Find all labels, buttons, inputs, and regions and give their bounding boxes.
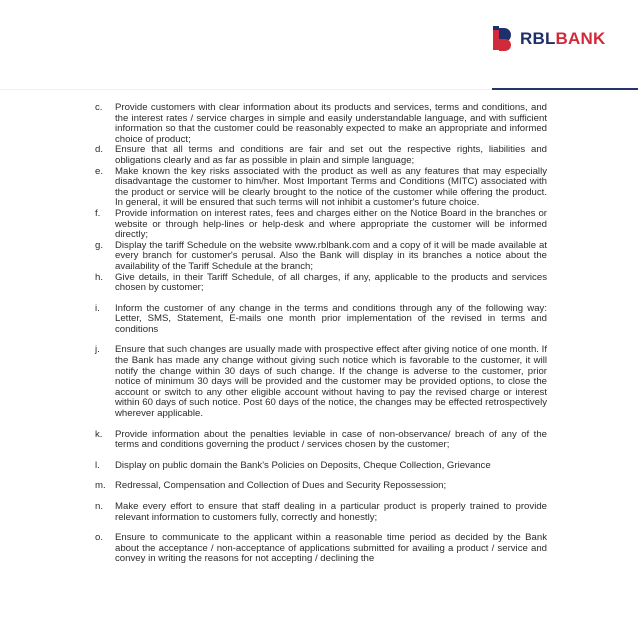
list-item: [95, 273, 547, 294]
list-item: [95, 481, 547, 492]
list-item: [95, 167, 547, 209]
item-letter: h.: [95, 271, 104, 283]
item-letter: f.: [95, 207, 101, 219]
list-item: [95, 430, 547, 451]
item-letter: j.: [95, 344, 100, 356]
item-letter: o.: [95, 532, 104, 544]
list-item: [95, 209, 547, 241]
brand-wordmark: [520, 30, 605, 47]
item-text: Redressal, Compensation and Collection of Dues and Security Repossession;: [115, 480, 447, 492]
list-item: [95, 304, 547, 336]
list-item: [95, 103, 547, 145]
item-text: Ensure that all terms and conditions are fair and set out the respective rights, liabilities and obligations clearly and as far as possible in plain and simple language;: [115, 144, 547, 166]
header-divider: [0, 89, 494, 90]
item-text: Make known the key risks associated with the product as well as any features that may especially disadvantage the customer to him/her. Most Important Terms and Conditions (MITC) associated with the product or service will be clearly brought to the notice of the customer while offering the product. In general, it will be ensured that such terms will not inhibit a customer's future choice.: [115, 165, 547, 209]
item-text: Display the tariff Schedule on the website www.rblbank.com and a copy of it will be made available at every branch for customer's perusal. Also the Bank will display in its branches a notice about the availability of the Tariff Schedule at the branch;: [115, 239, 547, 272]
brand-name-rbl: RBL: [520, 28, 556, 48]
item-text: Make every effort to ensure that staff dealing in a particular product is properly trained to provide relevant information to customers fully, correctly and honestly;: [115, 501, 547, 523]
item-text: Provide information on interest rates, fees and charges either on the Notice Board in the branches or website or through help-lines or help-desk and where appropriate the customer will be informed directly;: [115, 207, 547, 241]
header-accent-bar: [492, 88, 638, 90]
rbl-bank-logo: [492, 22, 605, 54]
page-header: [0, 0, 638, 92]
rbl-emblem-icon: [492, 24, 514, 52]
item-text: Display on public domain the Bank's Policies on Deposits, Cheque Collection, Grievance: [115, 459, 491, 471]
item-text: Ensure that such changes are usually made with prospective effect after giving notice of one month. If the Bank has made any change without giving such notice which is favorable to the customer, it will notify the change within 30 days of such change. If the change is adverse to the customer, prior notice of minimum 30 days will be provided and the customer may be provided options, to close the account or switch to any other eligible account without having to pay the revised charge or interest within 60 days of such notice. Post 60 days of the notice, the changes may be effected retrospectively wherever applicable.: [115, 344, 547, 420]
list-item: [95, 145, 547, 166]
obligations-list: [95, 103, 547, 565]
list-item: [95, 461, 547, 472]
item-letter: i.: [95, 302, 100, 314]
brand-name-bank: BANK: [555, 28, 606, 48]
item-letter: k.: [95, 428, 103, 440]
item-text: Provide customers with clear information about its products and services, terms and conditions, and the interest rates / service charges in simple and easily understandable language, and with sufficient information so that the customer could be reasonably expected to make an appropriate and informed choice of product;: [115, 102, 547, 145]
item-text: Inform the customer of any change in the terms and conditions through any of the following way: Letter, SMS, Statement, E-mails one month prior implementation of the revised in terms and conditions: [115, 302, 547, 335]
item-letter: l.: [95, 459, 100, 471]
item-letter: n.: [95, 501, 104, 512]
list-item: [95, 533, 547, 565]
item-letter: m.: [95, 480, 106, 492]
item-letter: g.: [95, 239, 104, 251]
item-letter: d.: [95, 144, 104, 156]
item-text: Give details, in their Tariff Schedule, of all charges, if any, applicable to the products and services chosen by customer;: [115, 271, 547, 294]
list-item: [95, 241, 547, 273]
item-text: Ensure to communicate to the applicant within a reasonable time period as decided by the Bank about the acceptance / non-acceptance of applications submitted for availing a product / service and convey in writing the reasons for not accepting / declining the: [115, 532, 547, 565]
list-item: [95, 502, 547, 523]
item-text: Provide information about the penalties leviable in case of non-observance/ breach of any of the terms and conditions governing the product / services chosen by the customer;: [115, 428, 547, 451]
item-letter: e.: [95, 165, 104, 177]
list-item: [95, 345, 547, 419]
item-letter: c.: [95, 102, 103, 113]
